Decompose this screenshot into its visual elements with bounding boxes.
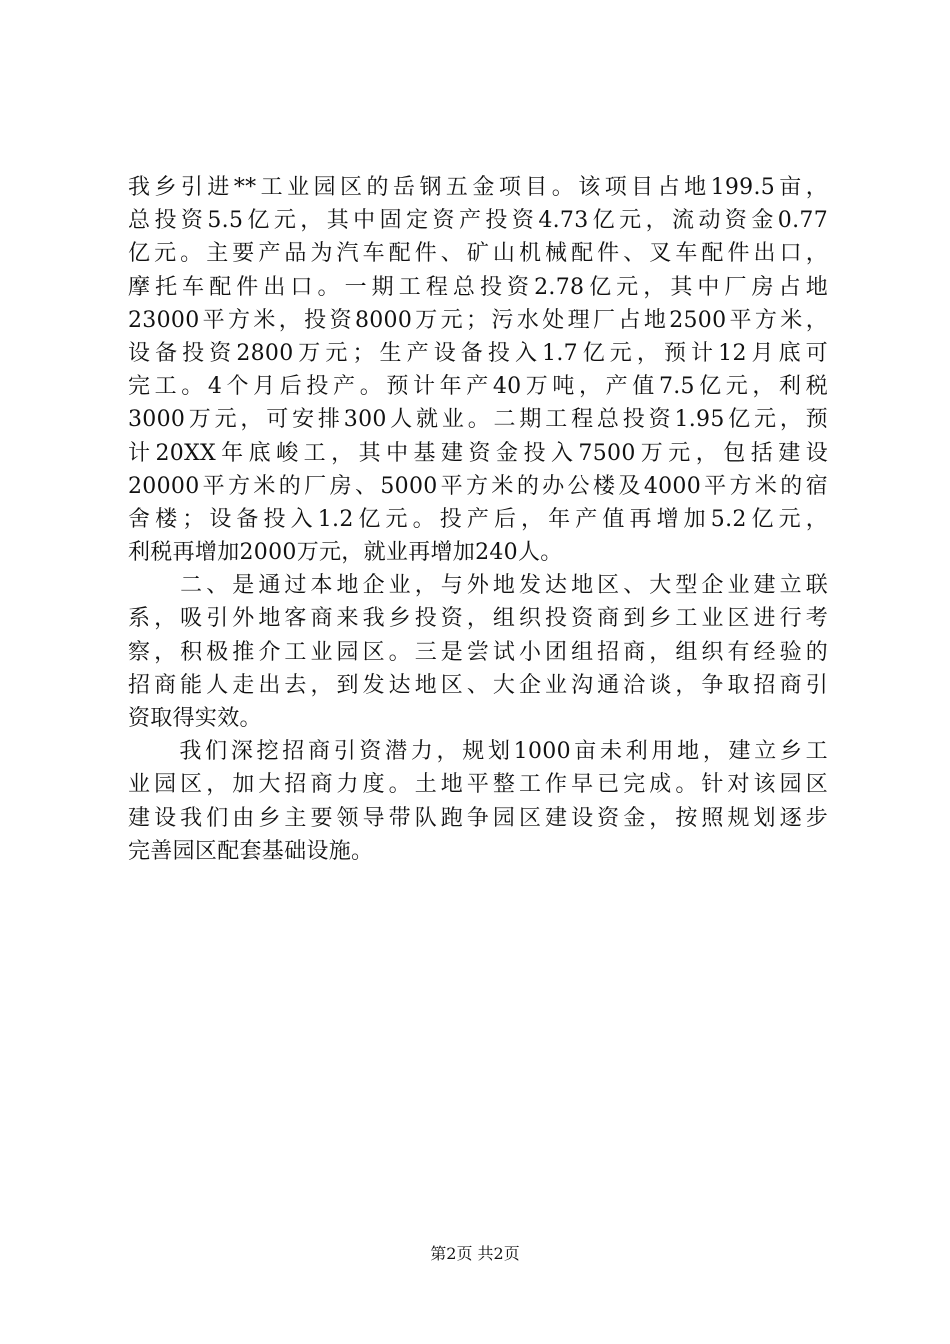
text-line: 3000万元，可安排300人就业。二期工程总投资1.95亿元，预	[128, 407, 828, 433]
page-footer: 第2页 共2页	[430, 1244, 520, 1263]
text-line: 摩托车配件出口。一期工程总投资2.78亿元，其中厂房占地	[128, 274, 828, 300]
text-line: 建设我们由乡主要领导带队跑争园区建设资金，按照规划逐步	[128, 805, 828, 831]
text-line: 亿元。主要产品为汽车配件、矿山机械配件、叉车配件出口，	[128, 241, 828, 267]
text-line: 总投资5.5亿元，其中固定资产投资4.73亿元，流动资金0.77	[128, 208, 828, 234]
text-line: 完工。4个月后投产。预计年产40万吨，产值7.5亿元，利税	[128, 374, 828, 400]
text-line: 完善园区配套基础设施。	[128, 838, 374, 864]
text-line: 舍楼；设备投入1.2亿元。投产后，年产值再增加5.2亿元，	[128, 506, 828, 532]
text-line: 二、是通过本地企业，与外地发达地区、大型企业建立联	[128, 573, 828, 599]
text-line: 资取得实效。	[128, 706, 262, 731]
text-line: 20000平方米的厂房、5000平方米的办公楼及4000平方米的宿	[128, 473, 828, 499]
text-line: 察，积极推介工业园区。三是尝试小团组招商，组织有经验的	[128, 639, 828, 665]
text-line: 利税再增加2000万元，就业再增加240人。	[128, 540, 563, 566]
text-line: 我乡引进**工业园区的岳钢五金项目。该项目占地199.5亩，	[128, 175, 828, 200]
text-line: 设备投资2800万元；生产设备投入1.7亿元，预计12月底可	[128, 340, 828, 366]
text-line: 我们深挖招商引资潜力，规划1000亩未利用地，建立乡工	[128, 739, 828, 765]
text-line: 招商能人走出去，到发达地区、大企业沟通洽谈，争取招商引	[128, 672, 828, 698]
text-line: 业园区，加大招商力度。土地平整工作早已完成。针对该园区	[128, 772, 828, 798]
document-body	[128, 171, 828, 868]
text-line: 系，吸引外地客商来我乡投资，组织投资商到乡工业区进行考	[128, 606, 828, 632]
text-line: 23000平方米，投资8000万元；污水处理厂占地2500平方米，	[128, 307, 828, 333]
text-line: 计20XX年底峻工，其中基建资金投入7500万元，包括建设	[128, 440, 828, 466]
